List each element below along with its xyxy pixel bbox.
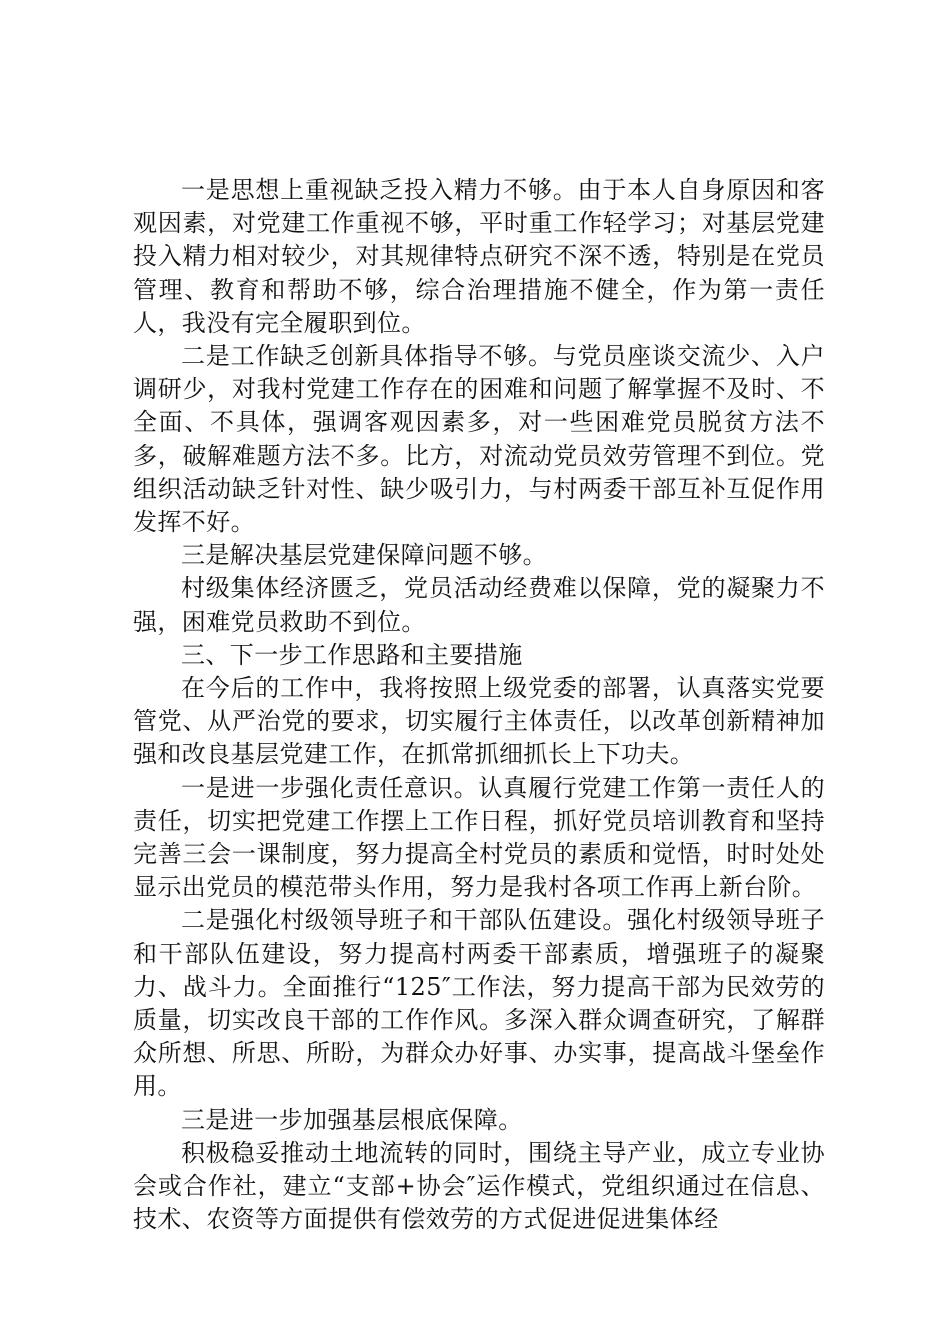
document-body [133, 174, 825, 1237]
paragraph-responsibility: 一是进一步强化责任意识。认真履行党建工作第一责任人的责任，切实把党建工作摆上工作日程，抓好党员培训教育和坚持完善三会一课制度，努力提高全村党员的素质和觉悟，时时处处显示出党员的模范带头作用，努力是我村各项工作再上新台阶。 [133, 773, 825, 902]
paragraph-collective-economy: 村级集体经济匮乏，党员活动经费难以保障，党的凝聚力不强，困难党员救助不到位。 [133, 574, 825, 636]
paragraph-future-work: 在今后的工作中，我将按照上级党委的部署，认真落实党要管党、从严治党的要求，切实履行主体责任，以改革创新精神加强和改良基层党建工作，在抓常抓细抓长上下功夫。 [133, 674, 825, 769]
paragraph-support-issue-heading: 三是解决基层党建保障问题不够。 [181, 541, 547, 570]
paragraph-ideological-shortcoming: 一是思想上重视缺乏投入精力不够。由于本人自身原因和客观因素，对党建工作重视不够，平时重工作轻学习；对基层党建投入精力相对较少，对其规律特点研究不深不透，特别是在党员管理、教育和帮助不够，综合治理措施不健全，作为第一责任人，我没有完全履职到位。 [133, 176, 825, 337]
paragraph-land-transfer: 积极稳妥推动土地流转的同时，围绕主导产业，成立专业协会或合作社，建立“支部+协会″运作模式，党组织通过在信息、技术、农资等方面提供有偿效劳的方式促进促进集体经 [133, 1138, 825, 1234]
section-heading-next-steps: 三、下一步工作思路和主要措施 [181, 640, 523, 669]
paragraph-lack-of-innovation: 二是工作缺乏创新具体指导不够。与党员座谈交流少、入户调研少，对我村党建工作存在的困难和问题了解掌握不及时、不全面、不具体，强调客观因素多，对一些困难党员脱贫方法不多，破解难题方法不多。比方，对流动党员效劳管理不到位。党组织活动缺乏针对性、缺少吸引力，与村两委干部互补互促作用发挥不好。 [133, 342, 825, 537]
paragraph-leadership-team: 二是强化村级领导班子和干部队伍建设。强化村级领导班子和干部队伍建设，努力提高村两委干部素质，增强班子的凝聚力、战斗力。全面推行“125″工作法，努力提高干部为民效劳的质量，切实改良干部的工作作风。多深入群众调查研究，了解群众所想、所思、所盼，为群众办好事、办实事，提高战斗堡垒作用。 [133, 906, 825, 1101]
paragraph-grassroots-heading: 三是进一步加强基层根底保障。 [181, 1105, 523, 1134]
